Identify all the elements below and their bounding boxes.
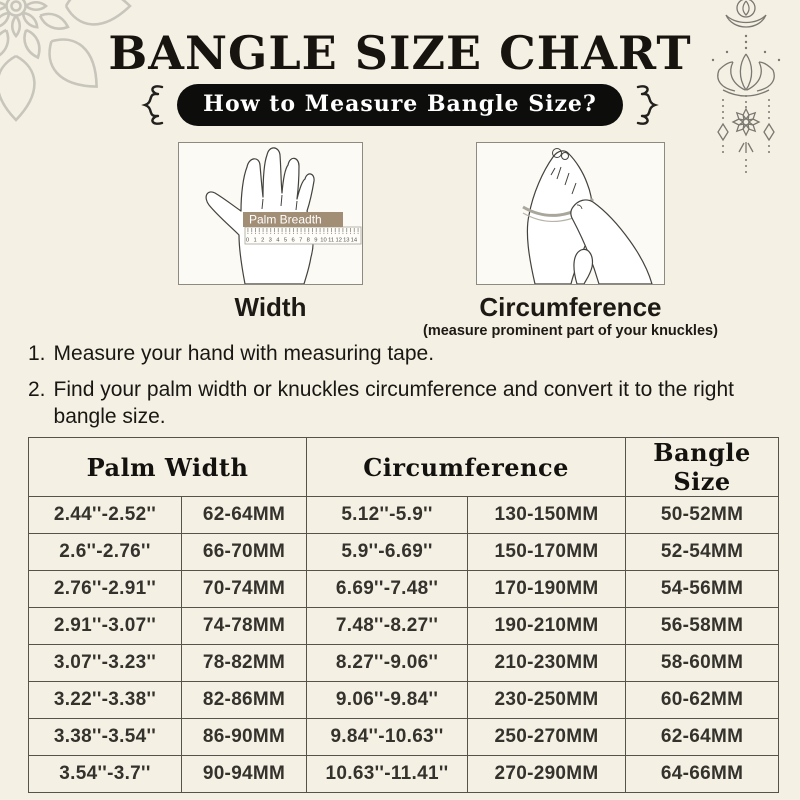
circumference-illustration-box xyxy=(476,142,665,285)
width-illustration-box xyxy=(178,142,363,285)
flourish-right-icon xyxy=(635,82,665,128)
table-cell: 9.06''-9.84'' xyxy=(307,682,468,719)
table-cell: 70-74MM xyxy=(182,571,307,608)
table-cell: 58-60MM xyxy=(626,645,779,682)
ruler-label: Palm Breadth xyxy=(249,212,322,227)
instruction-text: Measure your hand with measuring tape. xyxy=(53,342,435,365)
table-cell: 66-70MM xyxy=(182,534,307,571)
table-cell: 170-190MM xyxy=(468,571,626,608)
table-row xyxy=(29,608,779,645)
table-cell: 190-210MM xyxy=(468,608,626,645)
table-cell: 64-66MM xyxy=(626,756,779,793)
ruler-number: 9 xyxy=(314,237,318,244)
ruler-number: 5 xyxy=(283,237,288,244)
size-chart-table xyxy=(28,437,779,793)
table-row xyxy=(29,534,779,571)
table-cell: 74-78MM xyxy=(182,608,307,645)
table-cell: 7.48''-8.27'' xyxy=(307,608,468,645)
ruler-number: 2 xyxy=(261,237,265,244)
instruction-number: 1. xyxy=(28,342,46,365)
ruler-number: 12 xyxy=(335,237,342,244)
measure-illustrations xyxy=(178,142,718,339)
ruler-number: 4 xyxy=(276,237,280,244)
page-title: BANGLE SIZE CHART xyxy=(108,26,692,80)
table-cell: 82-86MM xyxy=(182,682,307,719)
table-cell: 3.07''-3.23'' xyxy=(29,645,182,682)
table-row xyxy=(29,682,779,719)
table-cell: 130-150MM xyxy=(468,497,626,534)
table-cell: 86-90MM xyxy=(182,719,307,756)
width-caption: Width xyxy=(234,292,307,322)
ruler-number: 3 xyxy=(268,237,272,244)
table-cell: 62-64MM xyxy=(626,719,779,756)
header-palm-width: Palm Width xyxy=(29,438,307,497)
table-cell: 250-270MM xyxy=(468,719,626,756)
table-cell: 9.84''-10.63'' xyxy=(307,719,468,756)
how-to-measure-badge: How to Measure Bangle Size? xyxy=(177,84,623,126)
table-cell: 8.27''-9.06'' xyxy=(307,645,468,682)
table-cell: 2.44''-2.52'' xyxy=(29,497,182,534)
table-cell: 3.22''-3.38'' xyxy=(29,682,182,719)
table-cell: 5.9''-6.69'' xyxy=(307,534,468,571)
table-row xyxy=(29,497,779,534)
table-cell: 6.69''-7.48'' xyxy=(307,571,468,608)
table-cell: 150-170MM xyxy=(468,534,626,571)
circumference-caption: Circumference xyxy=(479,292,662,322)
ruler-number: 8 xyxy=(306,237,310,244)
table-cell: 210-230MM xyxy=(468,645,626,682)
instruction-number: 2. xyxy=(28,377,46,401)
table-cell: 50-52MM xyxy=(626,497,779,534)
table-row xyxy=(29,645,779,682)
table-cell: 230-250MM xyxy=(468,682,626,719)
flourish-left-icon xyxy=(135,82,165,128)
instruction-step xyxy=(28,376,740,431)
instruction-text: Find your palm width or knuckles circumference and convert it to the right bangle size. xyxy=(53,377,734,429)
table-cell: 54-56MM xyxy=(626,571,779,608)
pinched-hand-tape-icon xyxy=(477,143,664,284)
ruler-number: 10 xyxy=(320,237,327,244)
instruction-step xyxy=(28,340,740,368)
table-cell: 52-54MM xyxy=(626,534,779,571)
table-cell: 3.54''-3.7'' xyxy=(29,756,182,793)
table-cell: 62-64MM xyxy=(182,497,307,534)
table-cell: 2.91''-3.07'' xyxy=(29,608,182,645)
header-circumference: Circumference xyxy=(307,438,626,497)
how-to-measure-row xyxy=(0,84,800,126)
table-cell: 2.76''-2.91'' xyxy=(29,571,182,608)
table-cell: 90-94MM xyxy=(182,756,307,793)
circumference-figure xyxy=(423,142,718,339)
ruler-number: 13 xyxy=(343,237,350,244)
table-cell: 3.38''-3.54'' xyxy=(29,719,182,756)
ruler-number: 0 xyxy=(245,237,250,244)
table-header-row xyxy=(29,438,779,497)
table-cell: 60-62MM xyxy=(626,682,779,719)
table-cell: 270-290MM xyxy=(468,756,626,793)
table-cell: 78-82MM xyxy=(182,645,307,682)
table-row xyxy=(29,571,779,608)
ruler-number: 7 xyxy=(299,237,303,244)
ruler-number: 14 xyxy=(350,237,358,244)
ruler-number: 11 xyxy=(328,237,335,244)
table-cell: 5.12''-5.9'' xyxy=(307,497,468,534)
width-figure xyxy=(178,142,363,339)
ruler-number: 6 xyxy=(291,237,295,244)
hand-ruler-icon xyxy=(179,143,362,284)
instructions xyxy=(28,340,740,439)
circumference-subcaption: (measure prominent part of your knuckles) xyxy=(423,323,718,339)
table-cell: 56-58MM xyxy=(626,608,779,645)
table-cell: 2.6''-2.76'' xyxy=(29,534,182,571)
table-row xyxy=(29,719,779,756)
table-row xyxy=(29,756,779,793)
table-cell: 10.63''-11.41'' xyxy=(307,756,468,793)
header-bangle-size: Bangle Size xyxy=(626,438,779,497)
ruler-number: 1 xyxy=(253,237,257,244)
